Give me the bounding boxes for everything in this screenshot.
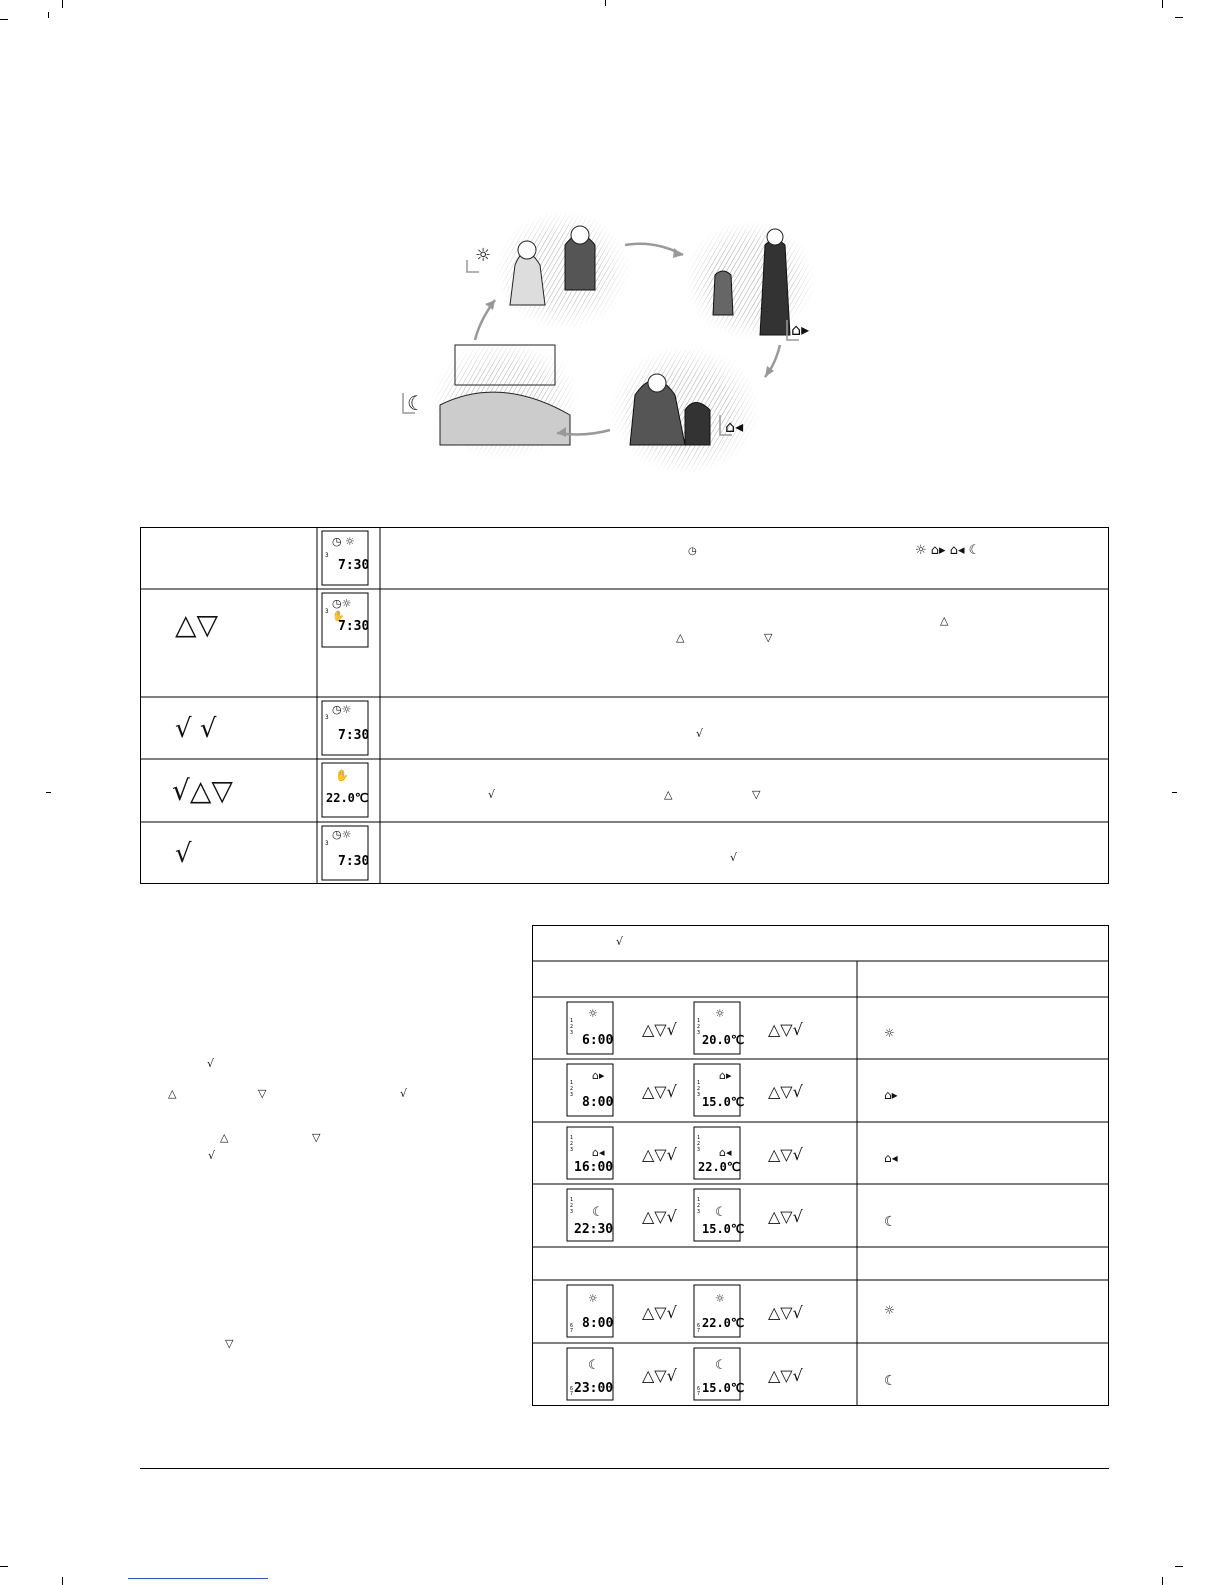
svg-text:⌂▸: ⌂▸ xyxy=(791,320,810,339)
svg-text:☾: ☾ xyxy=(588,1358,600,1373)
svg-text:☾: ☾ xyxy=(715,1358,727,1373)
svg-text:△▽√: △▽√ xyxy=(768,1020,803,1039)
svg-text:☾: ☾ xyxy=(592,1205,604,1220)
svg-text:√: √ xyxy=(208,1149,216,1162)
svg-text:7: 7 xyxy=(697,1391,701,1397)
moon-icon xyxy=(403,391,425,415)
svg-text:8:00: 8:00 xyxy=(582,1316,614,1331)
lcd-display xyxy=(322,531,369,585)
up-down-keys: △▽ xyxy=(175,608,219,641)
confirm-keys: √ √ xyxy=(175,714,217,744)
svg-text:7: 7 xyxy=(570,1391,574,1397)
svg-text:2: 2 xyxy=(570,1141,574,1147)
svg-text:☼: ☼ xyxy=(588,1007,598,1020)
moon-icon: ☾ xyxy=(884,1373,897,1389)
svg-text:6: 6 xyxy=(570,1386,574,1392)
lcd-display xyxy=(322,593,369,647)
lcd-display xyxy=(322,826,369,880)
svg-text:3: 3 xyxy=(325,608,329,615)
svg-text:22.0℃: 22.0℃ xyxy=(326,791,369,805)
svg-text:1: 1 xyxy=(697,1135,701,1141)
program-row xyxy=(567,1348,897,1400)
svg-text:△▽√: △▽√ xyxy=(642,1020,677,1039)
svg-text:22.0℃: 22.0℃ xyxy=(702,1316,745,1330)
sun-icon: ☼ xyxy=(884,1303,895,1317)
svg-text:1: 1 xyxy=(570,1135,574,1141)
daily-cycle-illustration xyxy=(395,205,835,495)
svg-text:△▽√: △▽√ xyxy=(642,1207,677,1226)
svg-text:7:30: 7:30 xyxy=(338,854,370,869)
svg-text:1: 1 xyxy=(570,1197,574,1203)
svg-text:3: 3 xyxy=(697,1147,701,1153)
svg-text:▽: ▽ xyxy=(312,1131,321,1144)
svg-text:▽: ▽ xyxy=(225,1337,234,1350)
svg-text:7:30: 7:30 xyxy=(338,728,370,743)
svg-text:23:00: 23:00 xyxy=(574,1381,614,1396)
svg-text:△: △ xyxy=(676,631,685,644)
svg-text:15.0℃: 15.0℃ xyxy=(702,1095,745,1109)
instruction-table xyxy=(140,527,1110,885)
house-arrow-out-icon: ⌂▸ xyxy=(884,1088,898,1102)
svg-text:▽: ▽ xyxy=(764,631,773,644)
svg-text:△: △ xyxy=(220,1131,229,1144)
svg-text:3: 3 xyxy=(570,1030,574,1036)
svg-text:△▽√: △▽√ xyxy=(768,1207,803,1226)
svg-text:⌂◂: ⌂◂ xyxy=(592,1146,605,1159)
svg-text:△▽√: △▽√ xyxy=(642,1082,677,1101)
program-table xyxy=(532,925,1112,1407)
svg-text:7:30: 7:30 xyxy=(338,619,370,634)
svg-text:6: 6 xyxy=(697,1323,701,1329)
svg-text:△▽√: △▽√ xyxy=(768,1145,803,1164)
svg-text:3: 3 xyxy=(697,1092,701,1098)
svg-text:3: 3 xyxy=(570,1209,574,1215)
svg-text:2: 2 xyxy=(570,1024,574,1030)
svg-text:1: 1 xyxy=(697,1018,701,1024)
sun-icon: ☼ xyxy=(884,1026,895,1040)
svg-text:△▽√: △▽√ xyxy=(642,1366,677,1385)
svg-text:1: 1 xyxy=(697,1197,701,1203)
footer-rule xyxy=(140,1468,1109,1469)
svg-text:3: 3 xyxy=(325,552,329,559)
svg-text:◷☼: ◷☼ xyxy=(332,828,352,841)
confirm-symbol: √ xyxy=(616,935,624,948)
svg-text:22.0℃: 22.0℃ xyxy=(698,1160,741,1174)
svg-text:◷☼: ◷☼ xyxy=(332,597,352,610)
svg-text:1: 1 xyxy=(697,1080,701,1086)
svg-text:△: △ xyxy=(940,614,949,627)
svg-text:3: 3 xyxy=(325,714,329,721)
svg-text:☼: ☼ xyxy=(715,1007,725,1020)
svg-text:△▽√: △▽√ xyxy=(642,1303,677,1322)
svg-text:△▽√: △▽√ xyxy=(768,1082,803,1101)
svg-text:√: √ xyxy=(696,727,704,740)
svg-text:3: 3 xyxy=(570,1147,574,1153)
svg-text:◷☼: ◷☼ xyxy=(332,703,352,716)
svg-text:△▽√: △▽√ xyxy=(642,1145,677,1164)
svg-text:△▽√: △▽√ xyxy=(768,1366,803,1385)
svg-text:√: √ xyxy=(488,788,496,801)
svg-text:15.0℃: 15.0℃ xyxy=(702,1222,745,1236)
house-arrow-in-icon: ⌂◂ xyxy=(884,1151,898,1165)
svg-text:1: 1 xyxy=(570,1080,574,1086)
sun-icon xyxy=(467,245,491,272)
svg-text:☼: ☼ xyxy=(345,535,355,548)
confirm-key: √ xyxy=(175,839,192,869)
svg-text:3: 3 xyxy=(570,1092,574,1098)
svg-text:⌂▸: ⌂▸ xyxy=(592,1069,605,1082)
moon-icon: ☾ xyxy=(884,1214,897,1230)
svg-text:△▽√: △▽√ xyxy=(768,1303,803,1322)
svg-text:3: 3 xyxy=(697,1030,701,1036)
hand-icon: ✋ xyxy=(332,611,345,622)
svg-text:16:00: 16:00 xyxy=(574,1160,614,1175)
svg-text:☼: ☼ xyxy=(715,1292,725,1305)
svg-text:2: 2 xyxy=(570,1086,574,1092)
svg-text:2: 2 xyxy=(697,1086,701,1092)
svg-text:15.0℃: 15.0℃ xyxy=(702,1381,745,1395)
svg-text:☼: ☼ xyxy=(475,245,492,266)
morning-scene xyxy=(495,210,630,330)
svg-text:22:30: 22:30 xyxy=(574,1222,614,1237)
svg-text:2: 2 xyxy=(697,1203,701,1209)
svg-text:☼: ☼ xyxy=(588,1292,598,1305)
night-scene xyxy=(430,340,580,460)
svg-text:△: △ xyxy=(664,788,673,801)
program-row xyxy=(567,1189,897,1241)
svg-text:△: △ xyxy=(168,1087,177,1100)
svg-text:20.0℃: 20.0℃ xyxy=(702,1033,745,1047)
svg-text:8:00: 8:00 xyxy=(582,1095,614,1110)
program-row xyxy=(567,1002,895,1054)
svg-text:⌂◂: ⌂◂ xyxy=(725,417,744,436)
svg-text:√: √ xyxy=(400,1087,408,1100)
svg-text:☼ ⌂▸ ⌂◂ ☾: ☼ ⌂▸ ⌂◂ ☾ xyxy=(915,543,981,558)
svg-text:2: 2 xyxy=(697,1024,701,1030)
svg-text:7: 7 xyxy=(570,1328,574,1334)
svg-text:7: 7 xyxy=(697,1328,701,1334)
returning-scene xyxy=(610,345,760,475)
svg-text:⌂▸: ⌂▸ xyxy=(719,1069,732,1082)
svg-text:6: 6 xyxy=(570,1323,574,1329)
house-arrow-out-icon xyxy=(787,320,809,340)
svg-text:☾: ☾ xyxy=(715,1205,727,1220)
svg-text:3: 3 xyxy=(325,840,329,847)
svg-text:√: √ xyxy=(730,851,738,864)
clock-icon: ◷ xyxy=(332,535,342,548)
svg-text:6:00: 6:00 xyxy=(582,1033,614,1048)
svg-text:◷: ◷ xyxy=(688,546,697,557)
svg-text:▽: ▽ xyxy=(258,1087,267,1100)
left-column-symbols xyxy=(160,1055,460,1355)
svg-text:3: 3 xyxy=(697,1209,701,1215)
hand-icon: ✋ xyxy=(335,769,349,782)
svg-text:1: 1 xyxy=(570,1018,574,1024)
svg-text:☾: ☾ xyxy=(407,391,425,415)
program-row xyxy=(567,1127,898,1179)
program-row xyxy=(567,1064,898,1116)
lcd-display xyxy=(322,763,368,817)
confirm-up-down-keys: √△▽ xyxy=(172,774,233,807)
svg-text:2: 2 xyxy=(697,1141,701,1147)
lcd-display xyxy=(322,701,369,755)
svg-text:√: √ xyxy=(207,1057,215,1070)
svg-text:▽: ▽ xyxy=(752,788,761,801)
svg-text:⌂◂: ⌂◂ xyxy=(719,1146,732,1159)
svg-text:2: 2 xyxy=(570,1203,574,1209)
program-row xyxy=(567,1285,895,1337)
svg-text:7:30: 7:30 xyxy=(338,558,370,573)
svg-text:6: 6 xyxy=(697,1386,701,1392)
link-underline[interactable] xyxy=(128,1578,268,1579)
